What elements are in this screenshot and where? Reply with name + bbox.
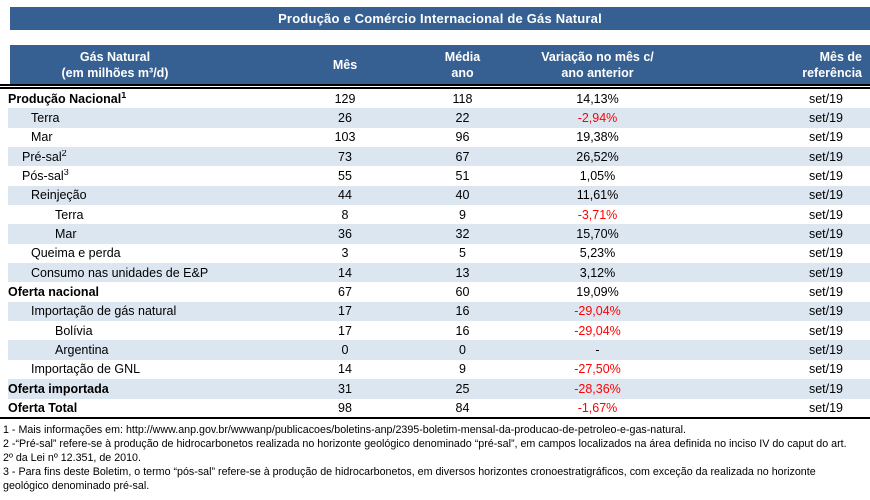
cell-mes: 31	[338, 381, 352, 396]
footnote-marker: 2	[61, 149, 67, 158]
footnotes	[3, 423, 855, 493]
cell-media-ano: 118	[452, 91, 473, 106]
cell-media-ano: 40	[455, 188, 470, 203]
cell-mes-referencia: set/19	[808, 149, 843, 164]
table-bottom-rule	[0, 417, 870, 419]
cell-mes-referencia: set/19	[808, 91, 843, 106]
cell-variacao: 3,12%	[579, 265, 616, 280]
cell-mes: 129	[334, 91, 356, 106]
row-label	[8, 130, 300, 144]
cell-media-ano: 60	[455, 285, 470, 300]
column-header-line: referência	[802, 65, 862, 80]
cell-mes: 67	[338, 285, 352, 300]
page-title: Produção e Comércio Internacional de Gás Natural	[10, 7, 870, 30]
table-row	[8, 205, 870, 224]
cell-mes-referencia: set/19	[808, 246, 843, 261]
cell-mes: 14	[338, 265, 352, 280]
column-header-media-ano	[390, 45, 535, 84]
cell-mes: 0	[341, 343, 349, 358]
row-label-text: Oferta importada	[8, 381, 109, 396]
footnote-marker: 3	[63, 169, 69, 177]
column-header-line: Mês	[332, 57, 358, 72]
cell-mes: 3	[341, 246, 349, 261]
table-row	[8, 166, 870, 185]
row-label-text: Importação de gás natural	[31, 304, 177, 319]
cell-media-ano: 9	[459, 207, 466, 222]
table-header	[10, 45, 870, 84]
cell-variacao: 19,09%	[576, 285, 619, 300]
row-label-text: Importação de GNL	[31, 362, 141, 377]
cell-variacao: -27,50%	[574, 362, 621, 377]
column-header-line: Variação no mês c/	[541, 49, 654, 64]
cell-variacao: -29,04%	[574, 323, 621, 338]
cell-mes: 14	[338, 362, 352, 377]
column-header-line: Média	[444, 49, 481, 64]
cell-mes-referencia: set/19	[808, 381, 843, 396]
cell-mes: 73	[338, 149, 352, 164]
row-label	[8, 111, 300, 125]
cell-variacao: 19,38%	[576, 130, 619, 145]
cell-media-ano: 96	[455, 130, 470, 145]
column-header-line: ano anterior	[561, 65, 634, 80]
cell-mes-referencia: set/19	[808, 401, 843, 416]
row-label-text: Terra	[31, 111, 60, 126]
column-header-line: ano	[451, 65, 474, 80]
row-label	[8, 92, 300, 106]
row-label	[8, 343, 300, 357]
cell-media-ano: 25	[455, 381, 470, 396]
row-label-text: Produção Nacional	[8, 91, 122, 106]
cell-variacao: -29,04%	[574, 304, 621, 319]
cell-mes-referencia: set/19	[808, 111, 843, 126]
table-row	[8, 340, 870, 359]
column-header-line: (em milhões m³/d)	[61, 65, 169, 80]
row-label	[8, 285, 300, 299]
row-label-text: Mar	[31, 130, 53, 145]
cell-mes-referencia: set/19	[808, 343, 843, 358]
cell-variacao: -	[595, 343, 600, 358]
table-row	[8, 399, 870, 418]
row-label-text: Mar	[55, 227, 77, 242]
cell-variacao: 5,23%	[579, 246, 616, 261]
cell-media-ano: 16	[455, 304, 470, 319]
cell-variacao: 1,05%	[579, 169, 616, 184]
cell-media-ano: 16	[455, 323, 470, 338]
cell-mes-referencia: set/19	[808, 207, 843, 222]
row-label	[8, 227, 300, 241]
cell-mes-referencia: set/19	[808, 265, 843, 280]
table-row	[8, 186, 870, 205]
row-label-text: Pré-sal	[22, 149, 62, 164]
cell-mes: 55	[338, 169, 352, 184]
column-header-variacao	[535, 45, 660, 84]
cell-mes-referencia: set/19	[808, 362, 843, 377]
cell-mes-referencia: set/19	[808, 227, 843, 242]
cell-media-ano: 22	[455, 111, 470, 126]
cell-variacao: 11,61%	[576, 188, 619, 203]
row-label	[8, 150, 300, 164]
cell-media-ano: 5	[459, 246, 466, 261]
table-row	[8, 147, 870, 166]
footnote-marker: 1	[121, 91, 127, 100]
row-label-text: Reinjeção	[31, 188, 87, 203]
table-row	[8, 224, 870, 243]
cell-variacao: 15,70%	[576, 227, 619, 242]
cell-media-ano: 0	[459, 343, 466, 358]
table-row	[8, 263, 870, 282]
cell-media-ano: 67	[455, 149, 470, 164]
table-row	[8, 244, 870, 263]
row-label-text: Pós-sal	[22, 169, 64, 184]
column-header-line: Mês de	[819, 49, 862, 64]
table-row	[8, 89, 870, 108]
cell-variacao: 26,52%	[576, 149, 619, 164]
column-header-line: Gás Natural	[79, 49, 151, 64]
row-label-text: Bolívia	[55, 323, 93, 338]
cell-mes: 44	[338, 188, 352, 203]
cell-mes: 26	[338, 111, 352, 126]
row-label	[8, 304, 300, 318]
cell-mes: 8	[341, 207, 349, 222]
cell-media-ano: 13	[455, 265, 470, 280]
cell-variacao: -1,67%	[577, 401, 618, 416]
cell-mes-referencia: set/19	[808, 130, 843, 145]
column-header-mes	[300, 45, 390, 84]
cell-media-ano: 32	[455, 227, 470, 242]
row-label-text: Argentina	[55, 343, 109, 358]
table-row	[8, 282, 870, 301]
table-row	[8, 108, 870, 127]
cell-variacao: 14,13%	[576, 91, 619, 106]
footnote-1: 1 - Mais informações em: http://www.anp.gov.br/wwwanp/publicacoes/boletins-anp/2395-boletim-mensal-da-producao-de-petroleo-e-gas-natural.	[3, 424, 686, 436]
cell-variacao: -2,94%	[577, 111, 618, 126]
cell-mes: 17	[338, 323, 352, 338]
row-label	[8, 324, 300, 338]
table-body	[8, 89, 870, 418]
cell-mes-referencia: set/19	[808, 285, 843, 300]
cell-mes-referencia: set/19	[808, 323, 843, 338]
cell-mes-referencia: set/19	[808, 169, 843, 184]
table-row	[8, 128, 870, 147]
cell-mes-referencia: set/19	[808, 188, 843, 203]
cell-mes: 17	[338, 304, 352, 319]
row-label	[8, 266, 300, 280]
row-label	[8, 362, 300, 376]
table-row	[8, 360, 870, 379]
row-label	[8, 401, 300, 415]
row-label-text: Queima e perda	[31, 246, 121, 261]
table-row	[8, 379, 870, 398]
row-label	[8, 188, 300, 202]
row-label	[8, 246, 300, 260]
cell-mes: 103	[334, 130, 356, 145]
table-row	[8, 321, 870, 340]
row-label-text: Consumo nas unidades de E&P	[31, 265, 209, 280]
table-row	[8, 302, 870, 321]
cell-mes: 36	[338, 227, 352, 242]
cell-media-ano: 84	[455, 401, 470, 416]
cell-variacao: -3,71%	[577, 207, 618, 222]
cell-mes-referencia: set/19	[808, 304, 843, 319]
row-label-text: Terra	[55, 207, 84, 222]
row-label	[8, 382, 300, 396]
footnote-2: 2 -“Pré-sal” refere-se à produção de hidrocarbonetos realizada no horizonte geológico denominado “pré-sal”, em campos localizados na área definida no inciso IV do caput do art. 2º da Lei nº 12.351, de 2010.	[3, 438, 847, 464]
column-header-gas-natural	[10, 45, 300, 84]
cell-mes: 98	[338, 401, 352, 416]
footnote-3: 3 - Para fins deste Boletim, o termo “pós-sal” refere-se à produção de hidrocarbonetos, em diversos horizontes cronoestratigráficos, com exceção da realizada no horizonte geológico denominado pré-sal.	[3, 466, 816, 492]
row-label-text: Oferta nacional	[8, 285, 99, 300]
row-label	[8, 208, 300, 222]
row-label-text: Oferta Total	[8, 401, 78, 416]
column-header-mes-referencia	[660, 45, 870, 84]
cell-media-ano: 9	[459, 362, 466, 377]
cell-media-ano: 51	[455, 169, 470, 184]
row-label	[8, 169, 300, 183]
cell-variacao: -28,36%	[574, 381, 621, 396]
